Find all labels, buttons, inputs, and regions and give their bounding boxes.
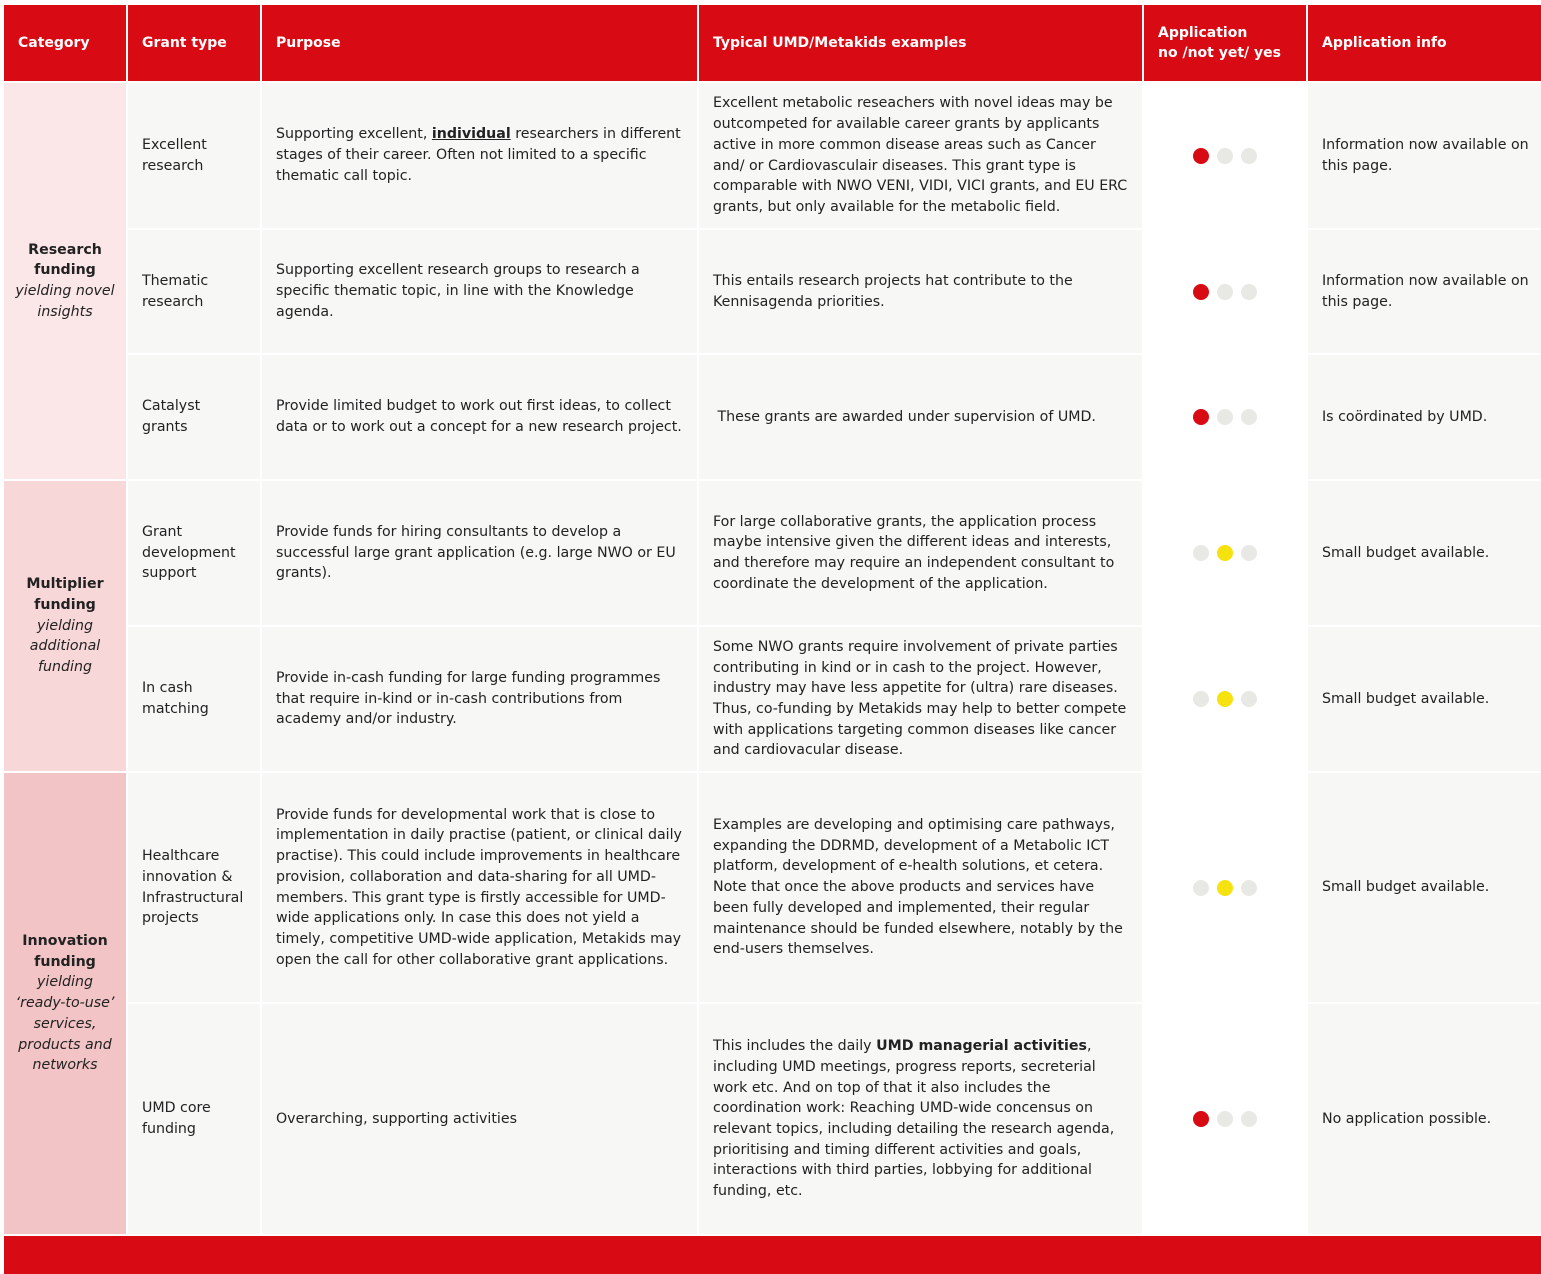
status-not-yet-dot (1217, 148, 1233, 164)
status-no-dot (1193, 148, 1209, 164)
examples-cell (699, 355, 1142, 479)
grant-type-cell (128, 481, 260, 625)
examples-cell (699, 1004, 1142, 1234)
header-examples: Typical UMD/Metakids examples (699, 5, 1142, 81)
application-status (1144, 230, 1306, 353)
status-no-dot (1193, 1111, 1209, 1127)
purpose-text: Provide limited budget to work out first ideas, to collect data or to work out a concept for a new research project. (276, 398, 682, 435)
grant-type-cell (128, 1004, 260, 1234)
grant-type-label: UMD core funding (142, 1100, 211, 1137)
status-yes-dot (1241, 691, 1257, 707)
examples-text: For large collaborative grants, the application process maybe intensive given the different ideas and interests, and therefore may require an independent consultant to coordinate the development of the application. (713, 513, 1115, 592)
application-status (1144, 773, 1306, 1002)
application-status (1144, 481, 1306, 625)
status-no-dot (1193, 409, 1209, 425)
header-category: Category (4, 5, 126, 81)
status-no-dot (1193, 880, 1209, 896)
purpose-cell (262, 773, 697, 1002)
header-application-line1: Application (1158, 25, 1248, 41)
grant-type-label: Grant development support (142, 523, 236, 582)
application-info-cell (1308, 627, 1541, 771)
examples-text: Some NWO grants require involvement of private parties contributing in kind or in cash to the project. However, industry may have less appetite for (ultra) rare diseases. Thus, co-funding by Metakids may help to better compete with applications targeting common diseases like cancer and cardiovacular disease. (713, 638, 1127, 759)
examples-text: Excellent metabolic reseachers with novel ideas may be outcompeted for available career grants by applicants active in more common disease areas such as Cancer and/ or Cardiovasculair diseases. This grant type is comparable with NWO VENI, VIDI, VICI grants, and EU ERC grants, but only available for the metabolic field. (713, 95, 1128, 215)
purpose-text: Provide funds for hiring consultants to develop a successful large grant application (e.g. large NWO or EU grants). (276, 523, 676, 582)
status-yes-dot (1241, 284, 1257, 300)
application-info-text: Is coördinated by UMD. (1322, 408, 1488, 425)
category-subtitle: yielding novel insights (15, 283, 115, 320)
footer-bar (4, 1236, 1541, 1274)
grant-type-label: In cash matching (142, 680, 209, 717)
category-multiplier-funding (4, 481, 126, 771)
application-info-cell (1308, 83, 1541, 228)
purpose-cell (262, 355, 697, 479)
category-innovation-funding (4, 773, 126, 1234)
grant-type-cell (128, 773, 260, 1002)
application-info-text: Small budget available. (1322, 544, 1490, 561)
status-not-yet-dot (1217, 691, 1233, 707)
purpose-text: Supporting excellent, individual researchers in different stages of their career. Often not limited to a specific thematic call topic. (276, 126, 681, 184)
grant-type-cell (128, 83, 260, 228)
grants-table (4, 5, 1537, 1264)
application-info-text: No application possible. (1322, 1110, 1492, 1127)
status-no-dot (1193, 691, 1209, 707)
status-no-dot (1193, 284, 1209, 300)
purpose-text: Provide in-cash funding for large funding programmes that require in-kind or in-cash contributions from academy and/or industry. (276, 669, 661, 728)
examples-text: This includes the daily UMD managerial activities, including UMD meetings, progress reports, secreterial work etc. And on top of that it also includes the coordination work: Reaching UMD-wide concensus on relevant topics, including detailing the research agenda, prioritising and timing different activities and goals, interactions with third parties, lobbying for additional funding, etc. (713, 1038, 1115, 1200)
grant-type-cell (128, 627, 260, 771)
application-info-cell (1308, 355, 1541, 479)
grant-type-label: Excellent research (142, 136, 207, 174)
examples-cell (699, 230, 1142, 353)
status-yes-dot (1241, 1111, 1257, 1127)
examples-text: Examples are developing and optimising care pathways, expanding the DDRMD, development of a Metabolic ICT platform, development of e-health solutions, et cetera. Note that once the above products and services have been fully developed and implemented, their regular maintenance should be funded elsewhere, notably by the end-users themselves. (713, 817, 1123, 958)
application-info-cell (1308, 230, 1541, 353)
application-status (1144, 355, 1306, 479)
grant-type-label: Thematic research (142, 272, 209, 310)
application-info-text: Small budget available. (1322, 879, 1490, 896)
application-status (1144, 83, 1306, 228)
purpose-text: Overarching, supporting activities (276, 1110, 517, 1127)
application-info-text: Information now available on this page. (1322, 136, 1529, 174)
category-title: Multiplier funding (26, 576, 104, 613)
purpose-cell (262, 481, 697, 625)
status-not-yet-dot (1217, 1111, 1233, 1127)
header-grant-type: Grant type (128, 5, 260, 81)
header-application-info: Application info (1308, 5, 1541, 81)
grant-type-label: Catalyst grants (142, 398, 201, 435)
application-status (1144, 627, 1306, 771)
status-not-yet-dot (1217, 284, 1233, 300)
header-application-line2: no /not yet/ yes (1158, 45, 1281, 61)
status-not-yet-dot (1217, 409, 1233, 425)
purpose-cell (262, 230, 697, 353)
status-yes-dot (1241, 545, 1257, 561)
status-no-dot (1193, 545, 1209, 561)
purpose-emphasis: individual (431, 126, 511, 143)
application-info-text: Small budget available. (1322, 690, 1490, 707)
status-yes-dot (1241, 880, 1257, 896)
status-yes-dot (1241, 409, 1257, 425)
category-research-funding (4, 83, 126, 479)
examples-cell (699, 627, 1142, 771)
examples-text: These grants are awarded under supervision of UMD. (713, 408, 1096, 425)
examples-cell (699, 481, 1142, 625)
application-info-cell (1308, 773, 1541, 1002)
examples-cell (699, 773, 1142, 1002)
application-info-text: Information now available on this page. (1322, 272, 1529, 310)
application-info-cell (1308, 1004, 1541, 1234)
purpose-text: Supporting excellent research groups to research a specific thematic topic, in line with the Knowledge agenda. (276, 262, 640, 320)
examples-emphasis: UMD managerial activities (876, 1038, 1087, 1055)
category-subtitle: yielding ‘ready-to-use’ services, products and networks (15, 974, 115, 1074)
application-status (1144, 1004, 1306, 1234)
status-not-yet-dot (1217, 880, 1233, 896)
header-purpose: Purpose (262, 5, 697, 81)
category-title: Innovation funding (22, 933, 108, 970)
purpose-cell (262, 1004, 697, 1234)
header-application (1144, 5, 1306, 81)
examples-text: This entails research projects hat contribute to the Kennisagenda priorities. (713, 272, 1073, 310)
grant-type-cell (128, 355, 260, 479)
purpose-text: Provide funds for developmental work that is close to implementation in daily practise (patient, or clinical daily practise). This could include improvements in healthcare provision, collaboration and data-sharing for all UMD-members. This grant type is firstly accessible for UMD-wide applications only. In case this does not yield a timely, competitive UMD-wide application, Metakids may open the call for other collaborative grant applications. (276, 806, 682, 968)
purpose-cell (262, 627, 697, 771)
grant-type-label: Healthcare innovation & Infrastructural projects (142, 848, 244, 927)
grant-type-cell (128, 230, 260, 353)
application-info-cell (1308, 481, 1541, 625)
category-subtitle: yielding additional funding (29, 617, 101, 676)
category-title: Research funding (28, 241, 102, 279)
examples-cell (699, 83, 1142, 228)
status-not-yet-dot (1217, 545, 1233, 561)
purpose-cell (262, 83, 697, 228)
status-yes-dot (1241, 148, 1257, 164)
